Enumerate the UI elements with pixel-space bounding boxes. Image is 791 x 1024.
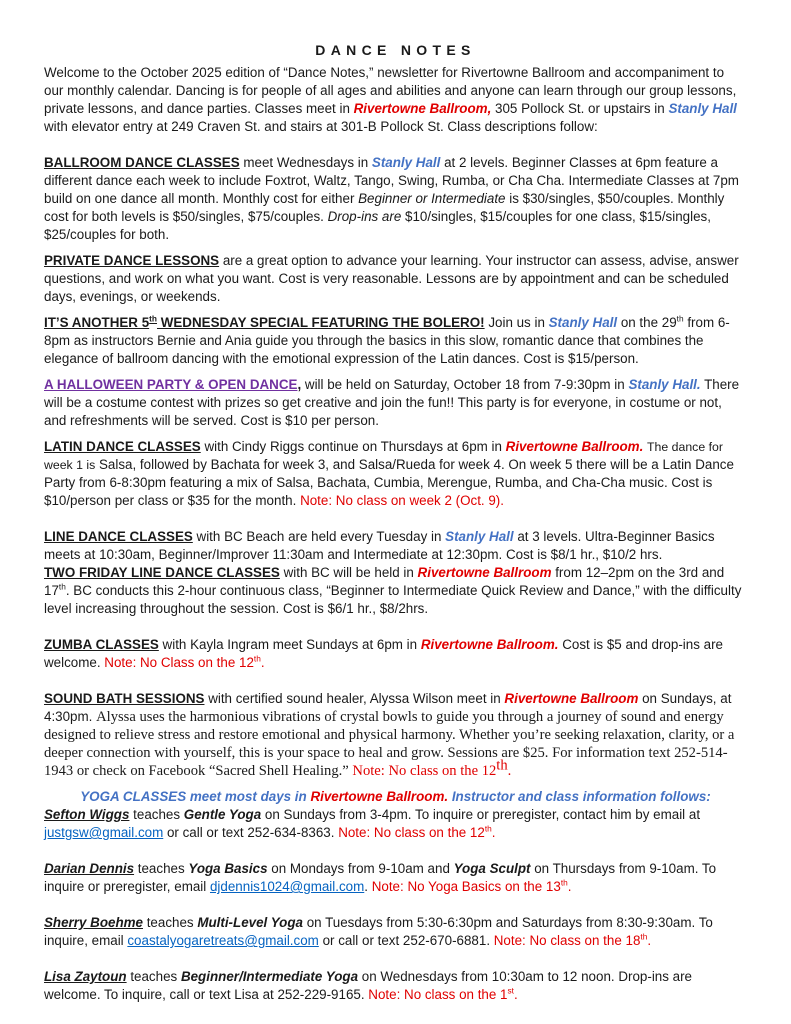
text-run: Stanly Hall. bbox=[628, 377, 701, 392]
darian-dennis-paragraph bbox=[44, 860, 747, 896]
text-run: Cost is $5 and drop-ins are welcome. bbox=[44, 637, 723, 670]
text-run: Stanly Hall bbox=[445, 529, 514, 544]
text-run: teaches bbox=[142, 915, 198, 930]
email-link[interactable]: justgsw@gmail.com bbox=[44, 825, 164, 840]
text-run: on Sundays from 3-4pm. To inquire or preregister, contact him by email at bbox=[261, 807, 701, 822]
text-run: Rivertowne Ballroom. bbox=[310, 789, 449, 804]
text-run: with certified sound healer, Alyssa Wilson meet in bbox=[204, 691, 505, 706]
text-run: WEDNESDAY SPECIAL FEATURING THE BOLERO! bbox=[157, 315, 485, 330]
text-run: . BC conducts this 2-hour continuous class, “Beginner to Intermediate Quick Review and Dance,” with the difficulty level increasing throughout the session. Cost is $6/1 hr., $8/2hrs. bbox=[44, 583, 742, 616]
text-run: Rivertowne Ballroom, bbox=[353, 101, 492, 116]
text-run: Sefton Wiggs bbox=[44, 807, 130, 822]
sound-bath-sessions-paragraph bbox=[44, 690, 747, 780]
text-run: . bbox=[491, 825, 496, 840]
text-run: th bbox=[560, 877, 568, 888]
text-run: . bbox=[507, 763, 512, 779]
text-run: Stanly Hall bbox=[548, 315, 618, 330]
latin-dance-classes-paragraph bbox=[44, 438, 747, 510]
text-run: . bbox=[513, 987, 518, 1002]
text-run: 305 Pollock St. or upstairs in bbox=[491, 101, 669, 116]
text-run: Lisa Zaytoun bbox=[44, 969, 127, 984]
text-run: Join us in bbox=[484, 315, 549, 330]
private-dance-lessons-paragraph bbox=[44, 252, 747, 306]
text-run: There will be a costume contest with prizes so get creative and join the fun!! This party is for everyone, in costume or not, and refreshments will be served. Cost is $10 per person. bbox=[44, 377, 740, 428]
zumba-classes-paragraph bbox=[44, 636, 747, 672]
text-run: from 12–2pm on the 3rd and 17 bbox=[44, 565, 725, 598]
bolero-special-paragraph bbox=[44, 314, 747, 368]
text-run: Note: No class on the 12 bbox=[338, 825, 485, 840]
text-run: Sherry Boehme bbox=[44, 915, 143, 930]
text-run: are a great option to advance your learning. Your instructor can assess, advise, answer questions, and work on what you want. Cost is very reasonable. Lessons are by appointment and can be scheduled days, evenings, or weekends. bbox=[44, 253, 739, 304]
friday-line-dance-classes-paragraph bbox=[44, 564, 747, 618]
text-run: on Sundays, at 4:30pm. bbox=[44, 691, 732, 724]
text-run: BALLROOM DANCE CLASSES bbox=[44, 155, 240, 170]
text-run: . bbox=[567, 879, 572, 894]
text-run: with BC will be held in bbox=[279, 565, 418, 580]
text-run: Rivertowne Ballroom. bbox=[505, 439, 644, 454]
intro-paragraph bbox=[44, 64, 747, 136]
text-run: on Thursdays from 9-10am. To inquire or preregister, email bbox=[44, 861, 717, 894]
text-run: . bbox=[260, 655, 265, 670]
text-run: Rivertowne Ballroom bbox=[504, 691, 639, 706]
text-run: th bbox=[484, 823, 492, 834]
text-run: $10/singles, $15/couples for one class, $15/singles, $25/couples for both. bbox=[44, 209, 711, 242]
text-run: th bbox=[676, 313, 684, 324]
text-run: The dance for week 1 is bbox=[44, 440, 723, 472]
text-run: from 6-8pm as instructors Bernie and Ania guide you through the basics in this slow, romantic dance that combines the elegance of ballroom dancing with the emotional expression of the Latin dances. Cost is $15/person. bbox=[44, 315, 730, 366]
text-run: . bbox=[647, 933, 652, 948]
text-run: Rivertowne Ballroom. bbox=[420, 637, 559, 652]
text-run: Note: No class on the 1 bbox=[368, 987, 508, 1002]
text-run: Yoga Basics bbox=[188, 861, 268, 876]
text-run: teaches bbox=[126, 969, 181, 984]
text-run: is $30/singles, $50/couples. Monthly cost for both levels is $50/singles, $75/couples. bbox=[44, 191, 725, 224]
text-run: with Cindy Riggs continue on Thursdays at 6pm in bbox=[200, 439, 506, 454]
text-run: teaches bbox=[134, 861, 189, 876]
text-run: Drop-ins are bbox=[327, 209, 402, 224]
halloween-party-paragraph bbox=[44, 376, 747, 430]
text-run: Instructor and class information follows: bbox=[448, 789, 711, 804]
text-run: A HALLOWEEN PARTY & OPEN DANCE bbox=[44, 377, 298, 392]
ballroom-dance-classes-paragraph bbox=[44, 154, 747, 244]
text-run: meet Wednesdays in bbox=[239, 155, 372, 170]
text-run: Note: No Yoga Basics on the 13 bbox=[371, 879, 561, 894]
text-run: th bbox=[496, 757, 508, 774]
text-run: PRIVATE DANCE LESSONS bbox=[44, 253, 220, 268]
lisa-zaytoun-paragraph bbox=[44, 968, 747, 1004]
document-body bbox=[44, 64, 747, 1004]
text-run: Rivertowne Ballroom bbox=[417, 565, 552, 580]
text-run: . bbox=[364, 879, 372, 894]
text-run: Beginner/Intermediate Yoga bbox=[180, 969, 359, 984]
text-run: IT’S ANOTHER 5 bbox=[44, 315, 150, 330]
text-run: Note: No class on week 2 (Oct. 9). bbox=[300, 493, 504, 508]
text-run: Note: No Class on the 12 bbox=[104, 655, 254, 670]
text-run: Stanly Hall bbox=[371, 155, 441, 170]
text-run: will be held on Saturday, October 18 from 7-9:30pm in bbox=[301, 377, 629, 392]
text-run: Note: No class on the 12 bbox=[352, 763, 497, 779]
text-run: , bbox=[297, 377, 302, 392]
text-run: Salsa, followed by Bachata for week 3, and Salsa/Rueda for week 4. On week 5 there will be a Latin Dance Party from 6-8:30pm featuring a mix of Salsa, Bachata, Cumbia, Merengue, Rumba, and Cha-Cha music. Cost is $10/person per class or $35 for the month. bbox=[44, 457, 734, 508]
page-title: DANCE NOTES bbox=[315, 42, 476, 58]
text-run: ZUMBA CLASSES bbox=[44, 637, 159, 652]
text-run: Alyssa uses the harmonious vibrations of crystal bowls to guide you through a journey of sound and energy designed to relieve stress and restore emotional and physical harmony. Whether you’re seeking relaxation, clarity, or a deeper connection with yourself, this is your space to heal and grow. Sessions are $25. For information text 252-514-1943 or check on Facebook “Sacred Shell Healing.” bbox=[44, 709, 735, 779]
text-run: th bbox=[149, 313, 157, 324]
text-run: at 2 levels. Beginner Classes at 6pm feature a different dance each week to include Foxtrot, Waltz, Tango, Swing, Rumba, or Cha Cha. Intermediate Classes at 7pm build on one dance all month. Monthly cost for either bbox=[44, 155, 739, 206]
text-run: Note: No class on the 18 bbox=[493, 933, 641, 948]
text-run: Darian Dennis bbox=[44, 861, 135, 876]
text-run: TWO FRIDAY LINE DANCE CLASSES bbox=[44, 565, 280, 580]
text-run: Welcome to the October 2025 edition of “Dance Notes,” newsletter for Rivertowne Ballroom and accompaniment to our monthly calendar. Dancing is for people of all ages and abilities and anyone can learn through our group lessons, private lessons, and dance parties. Classes meet in bbox=[44, 65, 737, 116]
text-run: on Wednesdays from 10:30am to 12 noon. Drop-ins are welcome. To inquire, call or text Lisa at 252-229-9165. bbox=[44, 969, 693, 1002]
text-run: Gentle Yoga bbox=[183, 807, 262, 822]
text-run: th bbox=[640, 931, 648, 942]
text-run: with Kayla Ingram meet Sundays at 6pm in bbox=[158, 637, 421, 652]
text-run: with elevator entry at 249 Craven St. and stairs at 301-B Pollock St. Class descriptions follow: bbox=[44, 119, 598, 134]
text-run: LINE DANCE CLASSES bbox=[44, 529, 193, 544]
text-run: Multi-Level Yoga bbox=[197, 915, 303, 930]
text-run: on Mondays from 9-10am and bbox=[267, 861, 454, 876]
text-run: YOGA CLASSES meet most days in bbox=[80, 789, 311, 804]
text-run: or call or text 252-634-8363. bbox=[163, 825, 339, 840]
email-link[interactable]: coastalyogaretreats@gmail.com bbox=[127, 933, 319, 948]
email-link[interactable]: djdennis1024@gmail.com bbox=[209, 879, 365, 894]
text-run: at 3 levels. Ultra-Beginner Basics meets at 10:30am, Beginner/Improver 11:30am and Intermediate at 12:30pm. Cost is $8/1 hr., $10/2 hrs. bbox=[44, 529, 715, 562]
text-run: on Tuesdays from 5:30-6:30pm and Saturdays from 8:30-9:30am. To inquire, email bbox=[44, 915, 713, 948]
sefton-wiggs-paragraph bbox=[44, 806, 747, 842]
yoga-classes-intro-line bbox=[44, 788, 747, 806]
text-run: Stanly Hall bbox=[668, 101, 737, 116]
text-run: SOUND BATH SESSIONS bbox=[44, 691, 205, 706]
text-run: st bbox=[507, 985, 514, 996]
text-run: Yoga Sculpt bbox=[453, 861, 531, 876]
text-run: or call or text 252-670-6881. bbox=[318, 933, 494, 948]
text-run: LATIN DANCE CLASSES bbox=[44, 439, 201, 454]
text-run: on the 29 bbox=[617, 315, 677, 330]
text-run: Beginner or Intermediate bbox=[358, 191, 506, 206]
text-run: th bbox=[58, 581, 66, 592]
line-dance-classes-paragraph bbox=[44, 528, 747, 564]
text-run: teaches bbox=[129, 807, 184, 822]
text-run: with BC Beach are held every Tuesday in bbox=[192, 529, 446, 544]
sherry-boehme-paragraph bbox=[44, 914, 747, 950]
text-run: th bbox=[253, 653, 261, 664]
